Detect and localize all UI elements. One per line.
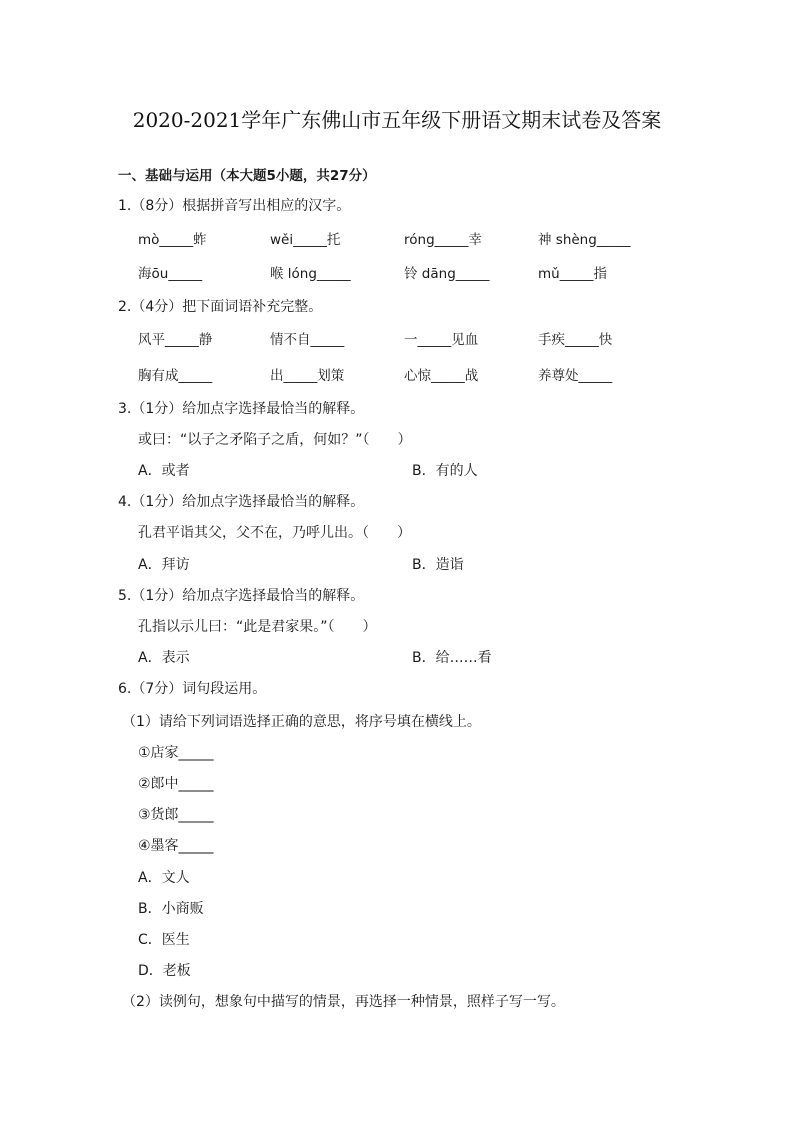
question-2-stem: 2.（4分）把下面词语补充完整。 xyxy=(118,299,323,315)
q6-option: C．医生 xyxy=(138,932,190,948)
q6-option: A．文人 xyxy=(138,870,190,886)
question-6-sub1: （1）请给下列词语选择正确的意思，将序号填在横线上。 xyxy=(122,714,481,730)
question-6-stem: 6.（7分）词句段运用。 xyxy=(118,681,267,697)
section-heading: 一、基础与运用（本大题5小题，共27分） xyxy=(118,168,376,184)
q6-item: ②郎中_____ xyxy=(138,776,214,792)
q1-item: 海ōu_____ xyxy=(138,266,203,282)
question-6-sub2: （2）读例句，想象句中描写的情景，再选择一种情景，照样子写一写。 xyxy=(122,994,565,1010)
q1-item: róng_____幸 xyxy=(404,232,482,248)
q2-item: 手疾_____快 xyxy=(538,332,613,348)
question-3-sentence: 或曰：“以子之矛陷子之盾，何如？”（ ） xyxy=(138,432,412,448)
q6-option: B．小商贩 xyxy=(138,901,204,917)
q6-item: ①店家_____ xyxy=(138,745,214,761)
q2-item: 情不自_____ xyxy=(270,332,345,348)
q2-item: 出_____划策 xyxy=(270,368,345,384)
question-5-stem: 5.（1分）给加点字选择最恰当的解释。 xyxy=(118,588,365,604)
q1-item: 神 shèng_____ xyxy=(538,232,631,248)
q1-item: 铃 dāng_____ xyxy=(404,266,490,282)
q6-item: ④墨客_____ xyxy=(138,838,214,854)
q6-item: ③货郎_____ xyxy=(138,807,214,823)
page-title: 2020-2021学年广东佛山市五年级下册语文期末试卷及答案 xyxy=(132,108,662,132)
question-1-stem: 1.（8分）根据拼音写出相应的汉字。 xyxy=(118,198,351,214)
q4-option-b: B．造诣 xyxy=(412,557,464,573)
q2-item: 心惊_____战 xyxy=(404,368,479,384)
q6-option: D．老板 xyxy=(138,963,191,979)
q2-item: 一_____见血 xyxy=(404,332,479,348)
question-3-stem: 3.（1分）给加点字选择最恰当的解释。 xyxy=(118,401,365,417)
q1-item: mò_____蚱 xyxy=(138,232,207,248)
q4-option-a: A．拜访 xyxy=(138,557,190,573)
question-4-sentence: 孔君平诣其父，父不在，乃呼儿出。（ ） xyxy=(138,525,411,541)
q3-option-b: B．有的人 xyxy=(412,463,478,479)
q5-option-b: B．给……看 xyxy=(412,650,492,666)
q1-item: 喉 lóng_____ xyxy=(270,266,351,282)
question-5-sentence: 孔指以示儿曰：“此是君家果。”（ ） xyxy=(138,619,377,635)
q2-item: 养尊处_____ xyxy=(538,368,613,384)
q2-item: 风平_____静 xyxy=(138,332,213,348)
question-4-stem: 4.（1分）给加点字选择最恰当的解释。 xyxy=(118,494,365,510)
q1-item: wěi_____托 xyxy=(270,232,341,248)
q3-option-a: A．或者 xyxy=(138,463,190,479)
q1-item: mǔ_____指 xyxy=(538,266,607,282)
q2-item: 胸有成_____ xyxy=(138,368,213,384)
q5-option-a: A．表示 xyxy=(138,650,190,666)
